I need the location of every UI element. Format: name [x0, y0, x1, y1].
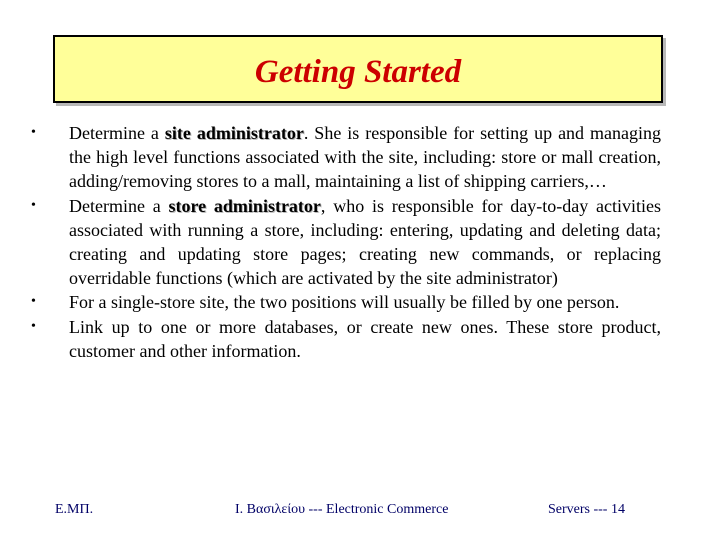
bullet-dot-icon: •: [31, 125, 36, 140]
bullet-text-after: . She is responsible for setting up and managing the high level functions associated with the site, including: store or mall creation, adding/removing stores to a mall, maintaining a list of shipping carriers,…: [69, 123, 662, 192]
bullet-text-before: Determine a: [69, 195, 169, 216]
slide-title: Getting Started: [254, 54, 462, 90]
bullet-text: [69, 290, 661, 314]
bullet-emphasis: store administrator: [168, 195, 321, 216]
bullet-dot-icon: •: [31, 197, 36, 213]
footer-institution: Ε.ΜΠ.: [55, 502, 94, 517]
bullet-text: [69, 194, 661, 291]
bullet-text: [69, 121, 661, 194]
bullet-emphasis: site administrator: [164, 123, 304, 143]
bullet-item: [31, 194, 661, 291]
bullet-text: [69, 315, 661, 363]
bullet-item: [31, 121, 661, 194]
bullet-item: [31, 290, 661, 314]
bullet-dot-icon: •: [31, 294, 36, 310]
footer-page-number: Servers --- 14: [548, 502, 625, 517]
bullet-text-before: Determine a: [69, 123, 165, 143]
bullet-text-before: For a single-store site, the two positions will usually be filled by one person.: [69, 292, 620, 313]
title-box: [53, 35, 663, 103]
bullet-dot-icon: •: [31, 318, 36, 334]
bullet-text-before: Link up to one or more databases, or create new ones. These store product, customer and other information.: [69, 316, 661, 361]
bullet-text-after: , who is responsible for day-to-day activities associated with running a store, including: entering, updating and deleting data; creating and updating store pages; creating new commands, or replacing overridable functions (which are activated by the site administrator): [69, 195, 661, 289]
footer-course: Ι. Βασιλείου --- Electronic Commerce: [235, 502, 449, 517]
bullet-item: [31, 315, 661, 363]
bullet-list: [31, 121, 661, 363]
